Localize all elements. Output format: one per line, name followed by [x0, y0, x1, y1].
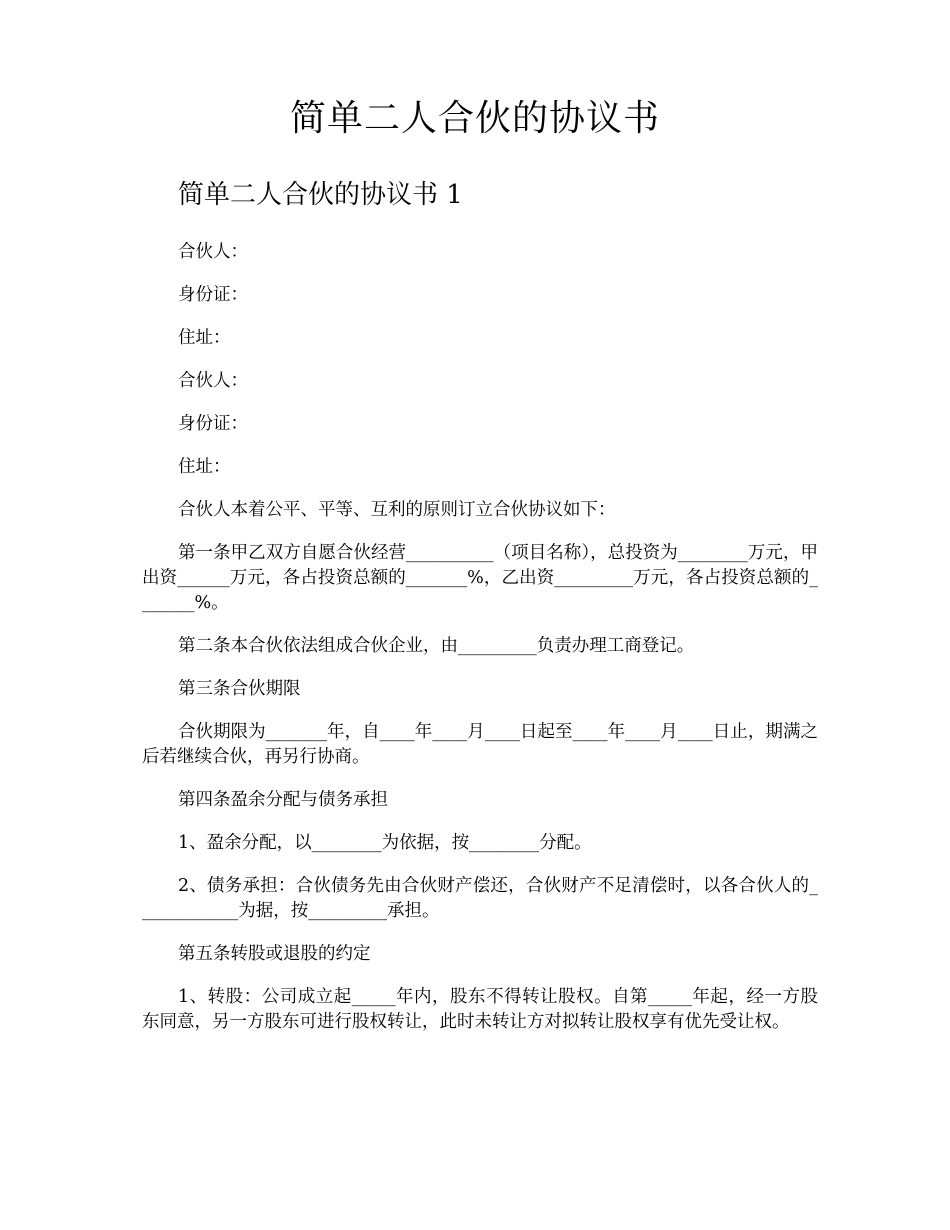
article-4-heading: 第四条盈余分配与债务承担 — [178, 790, 388, 810]
partner-a-address-label: 住址： — [178, 328, 231, 348]
article-1-paragraph: 第一条甲乙双方自愿合伙经营__________（项目名称），总投资为________万元，甲出资______万元，各占投资总额的_______%，乙出资_________万元，各占投资总额的_______%。 — [142, 543, 818, 613]
article-5-heading: 第五条转股或退股的约定 — [178, 944, 371, 964]
preamble-paragraph: 合伙人本着公平、平等、互利的原则订立合伙协议如下： — [178, 500, 616, 520]
section-title: 简单二人合伙的协议书 1 — [178, 180, 463, 210]
partner-a-id-label: 身份证： — [178, 285, 248, 305]
partner-b-id-label: 身份证： — [178, 414, 248, 434]
document-title: 简单二人合伙的协议书 — [289, 98, 660, 139]
partner-b-address-label: 住址： — [178, 457, 231, 477]
share-transfer-paragraph: 1、转股：公司成立起_____年内，股东不得转让股权。自第_____年起，经一方股东同意，另一方股东可进行股权转让，此时未转让方对拟转让股权享有优先受让权。 — [142, 987, 818, 1032]
document-body — [142, 240, 818, 1053]
partner-a-label: 合伙人： — [178, 242, 248, 262]
article-3-heading: 第三条合伙期限 — [178, 679, 301, 699]
partner-b-label: 合伙人： — [178, 371, 248, 391]
article-2-paragraph: 第二条本合伙依法组成合伙企业，由_________负责办理工商登记。 — [178, 636, 695, 656]
article-3-paragraph: 合伙期限为_______年，自____年____月____日起至____年____月____日止，期满之后若继续合伙，再另行协商。 — [142, 722, 818, 767]
profit-distribution-paragraph: 1、盈余分配，以________为依据，按________分配。 — [178, 833, 592, 853]
debt-bearing-paragraph: 2、债务承担：合伙债务先由合伙财产偿还，合伙财产不足清偿时，以各合伙人的____________为据，按_________承担。 — [142, 876, 818, 921]
